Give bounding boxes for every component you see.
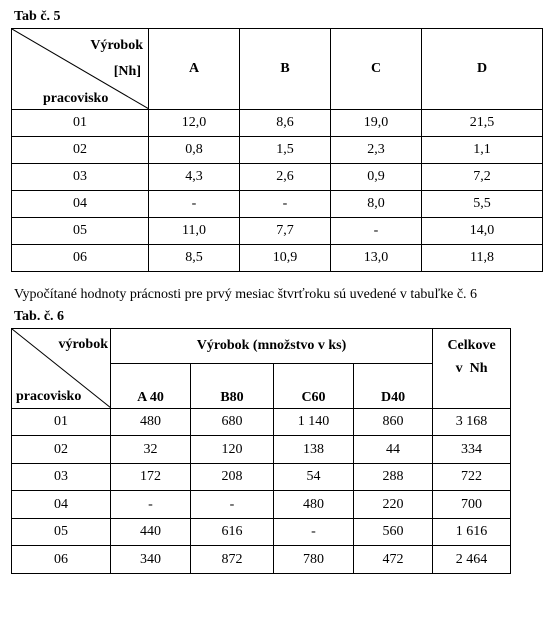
table6-cell: 472	[354, 546, 433, 574]
table5-workplace: 03	[12, 164, 149, 191]
table6-corner-cell	[12, 329, 111, 409]
table5-cell: 1,1	[422, 137, 543, 164]
table6-cell: 480	[111, 409, 191, 436]
table6-cell: 172	[111, 464, 191, 491]
table6-group-header: Výrobok (množstvo v ks)	[111, 329, 433, 364]
table6-cell: 860	[354, 409, 433, 436]
table5-cell: 11,8	[422, 245, 543, 272]
table6-total: 700	[433, 491, 511, 519]
table5-cell: 2,6	[240, 164, 331, 191]
table6-cell: 780	[274, 546, 354, 574]
table-row	[12, 164, 543, 191]
table6-cell: 220	[354, 491, 433, 519]
table6-cell: 138	[274, 436, 354, 464]
table5-cell: 4,3	[149, 164, 240, 191]
table5-cell: 8,6	[240, 110, 331, 137]
table5-col-header: D	[422, 29, 543, 110]
table6-cell: 120	[191, 436, 274, 464]
table5-cell: 7,7	[240, 218, 331, 245]
table5-col-header: C	[331, 29, 422, 110]
table5-workplace: 06	[12, 245, 149, 272]
table6-cell: 616	[191, 519, 274, 546]
table6-total: 1 616	[433, 519, 511, 546]
table6-cell: 680	[191, 409, 274, 436]
table5-col-header: A	[149, 29, 240, 110]
table6-cell: -	[191, 491, 274, 519]
table6-cell: 480	[274, 491, 354, 519]
table5-cell: 1,5	[240, 137, 331, 164]
table6-workplace: 03	[12, 464, 111, 491]
table5-col-header: B	[240, 29, 331, 110]
table5-cell: 0,8	[149, 137, 240, 164]
table5-cell: 8,5	[149, 245, 240, 272]
table6-cell: 1 140	[274, 409, 354, 436]
table5-cell: 8,0	[331, 191, 422, 218]
table5-cell: 21,5	[422, 110, 543, 137]
table5-corner-workplace: pracovisko	[43, 91, 109, 106]
table6-cell: 872	[191, 546, 274, 574]
table-row	[12, 491, 511, 519]
table-row	[12, 409, 511, 436]
table5-cell: 7,2	[422, 164, 543, 191]
table-row	[12, 464, 511, 491]
table-row	[12, 436, 511, 464]
table5-cell: 14,0	[422, 218, 543, 245]
table6-cell: 440	[111, 519, 191, 546]
table5-cell: 5,5	[422, 191, 543, 218]
table6-total: 3 168	[433, 409, 511, 436]
table5-cell: 13,0	[331, 245, 422, 272]
table6-workplace: 06	[12, 546, 111, 574]
table5-corner-cell	[12, 29, 149, 110]
table5-cell: 2,3	[331, 137, 422, 164]
table6-total-header-line1: Celkove	[447, 338, 496, 353]
table5-cell: -	[240, 191, 331, 218]
table5-cell: 19,0	[331, 110, 422, 137]
table6-cell: 288	[354, 464, 433, 491]
table-row	[12, 191, 543, 218]
table6-cell: 208	[191, 464, 274, 491]
table6-workplace: 05	[12, 519, 111, 546]
table5-cell: 12,0	[149, 110, 240, 137]
table6-cell: 32	[111, 436, 191, 464]
table6-total-header	[433, 329, 511, 409]
table-row	[12, 519, 511, 546]
paragraph-text: Vypočítané hodnoty prácnosti pre prvý mesiac štvrťroku sú uvedené v tabuľke č. 6	[14, 287, 478, 302]
table6-cell: -	[111, 491, 191, 519]
table6-col-header: B80	[191, 364, 274, 409]
table5-workplace: 04	[12, 191, 149, 218]
table5-cell: -	[149, 191, 240, 218]
table5-workplace: 05	[12, 218, 149, 245]
table6-cell: 44	[354, 436, 433, 464]
table6-workplace: 01	[12, 409, 111, 436]
table6-total: 722	[433, 464, 511, 491]
table5-corner-product: Výrobok	[90, 38, 143, 53]
table6-total-header-line2: v Nh	[455, 361, 488, 376]
table6-col-header: D40	[354, 364, 433, 409]
table-row	[12, 245, 543, 272]
table5-workplace: 01	[12, 110, 149, 137]
table6-workplace: 04	[12, 491, 111, 519]
table6-cell: 54	[274, 464, 354, 491]
table5-caption: Tab č. 5	[14, 9, 61, 24]
table6-cell: -	[274, 519, 354, 546]
table6	[11, 328, 511, 574]
table-row	[12, 110, 543, 137]
table6-col-header: A 40	[111, 364, 191, 409]
table5-cell: 11,0	[149, 218, 240, 245]
table6-col-header: C60	[274, 364, 354, 409]
table6-corner-workplace: pracovisko	[16, 389, 82, 404]
table5-cell: 0,9	[331, 164, 422, 191]
table-row	[12, 218, 543, 245]
table-row	[12, 137, 543, 164]
table6-total: 334	[433, 436, 511, 464]
table6-cell: 340	[111, 546, 191, 574]
table6-cell: 560	[354, 519, 433, 546]
table5-cell: 10,9	[240, 245, 331, 272]
table5-corner-unit: [Nh]	[113, 64, 141, 79]
table6-caption: Tab. č. 6	[14, 309, 65, 324]
table6-workplace: 02	[12, 436, 111, 464]
table5-workplace: 02	[12, 137, 149, 164]
table5-cell: -	[331, 218, 422, 245]
table6-total: 2 464	[433, 546, 511, 574]
table-row	[12, 546, 511, 574]
table6-corner-product: výrobok	[58, 337, 108, 352]
table5	[11, 28, 543, 272]
